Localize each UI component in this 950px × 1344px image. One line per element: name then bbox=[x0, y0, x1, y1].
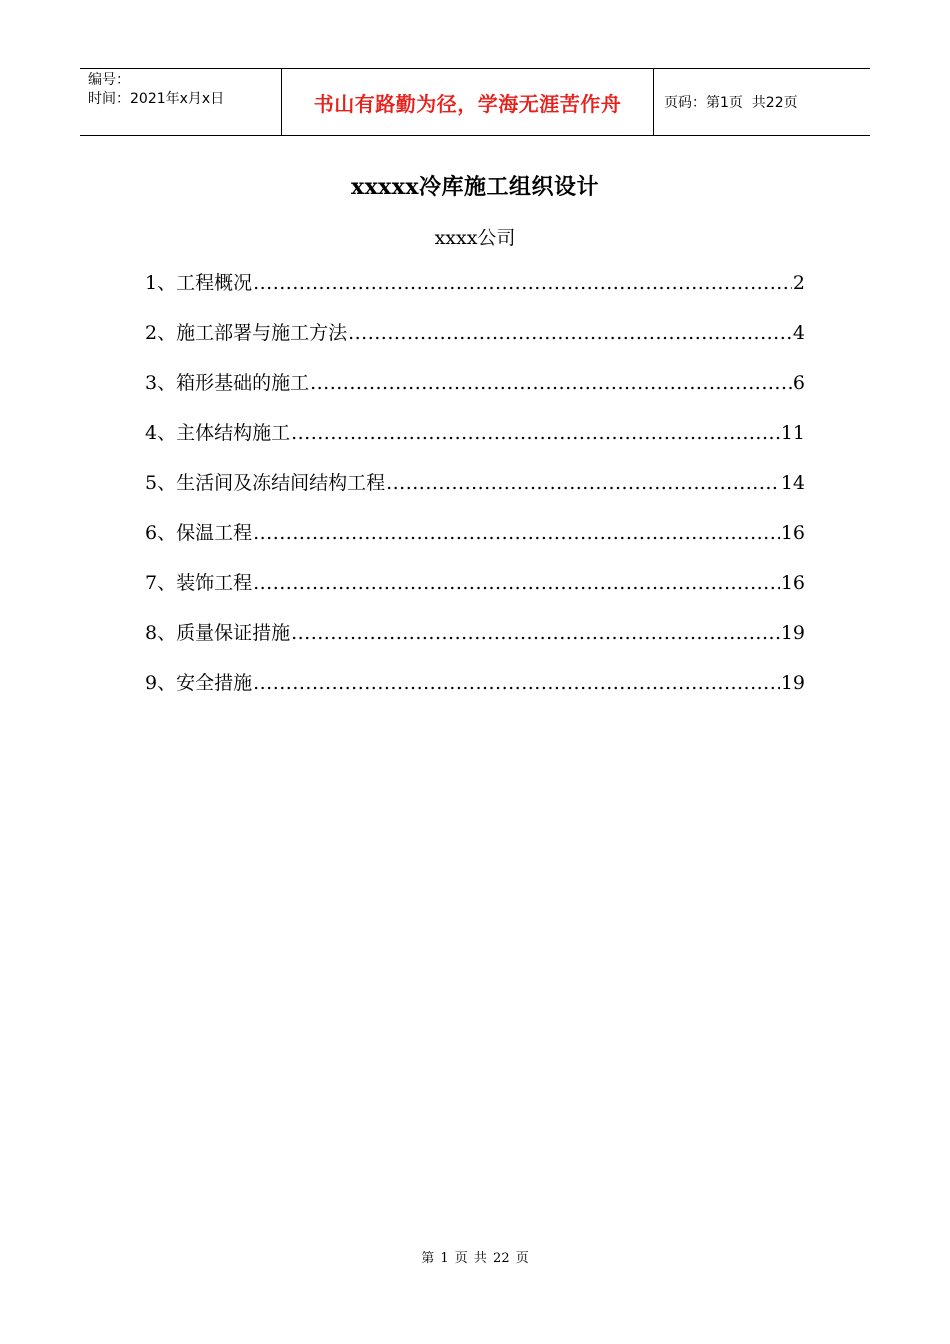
page-footer: 第 1 页 共 22 页 bbox=[421, 1251, 529, 1266]
toc-entry-page: 11 bbox=[780, 422, 805, 444]
toc-entry[interactable] bbox=[145, 570, 805, 620]
toc-entry-label: 2、施工部署与施工方法 bbox=[145, 322, 348, 344]
document-time-label: 时间：2021年x月x日 bbox=[88, 91, 225, 107]
toc-entry[interactable] bbox=[145, 370, 805, 420]
toc-entry-label: 4、主体结构施工 bbox=[145, 422, 291, 444]
page-header-table bbox=[80, 68, 870, 136]
toc-entry-page: 4 bbox=[792, 322, 805, 344]
toc-entry-label: 9、安全措施 bbox=[145, 672, 253, 694]
header-motto: 书山有路勤为径，学海无涯苦作舟 bbox=[313, 91, 622, 116]
toc-entry-page: 19 bbox=[780, 672, 805, 694]
document-title: xxxxx冷库施工组织设计 bbox=[350, 174, 600, 200]
toc-entry-label: 7、装饰工程 bbox=[145, 572, 253, 594]
toc-entry-page: 14 bbox=[780, 472, 805, 494]
header-motto-cell bbox=[282, 69, 654, 135]
toc-leader-dots bbox=[386, 470, 780, 496]
toc-entry[interactable] bbox=[145, 320, 805, 370]
toc-entry[interactable] bbox=[145, 620, 805, 670]
header-page-info-cell bbox=[654, 69, 870, 135]
toc-entry[interactable] bbox=[145, 470, 805, 520]
toc-entry-page: 2 bbox=[792, 272, 805, 294]
toc-entry-page: 6 bbox=[792, 372, 805, 394]
toc-entry-label: 5、生活间及冻结间结构工程 bbox=[145, 472, 386, 494]
toc-entry[interactable] bbox=[145, 520, 805, 570]
toc-leader-dots bbox=[253, 570, 780, 596]
toc-entry-label: 1、工程概况 bbox=[145, 272, 253, 294]
header-page-info: 页码：第1页 共22页 bbox=[664, 95, 798, 111]
toc-entry-label: 6、保温工程 bbox=[145, 522, 253, 544]
toc-entry[interactable] bbox=[145, 670, 805, 720]
toc-leader-dots bbox=[348, 320, 792, 346]
toc-entry[interactable] bbox=[145, 420, 805, 470]
header-meta-cell bbox=[80, 69, 282, 135]
toc-entry[interactable] bbox=[145, 270, 805, 320]
toc-entry-label: 8、质量保证措施 bbox=[145, 622, 291, 644]
toc-leader-dots bbox=[253, 270, 792, 296]
toc-leader-dots bbox=[253, 520, 780, 546]
document-subtitle: xxxx公司 bbox=[434, 227, 516, 249]
table-of-contents bbox=[145, 270, 805, 720]
toc-leader-dots bbox=[310, 370, 792, 396]
toc-entry-page: 16 bbox=[780, 522, 805, 544]
toc-leader-dots bbox=[291, 420, 780, 446]
toc-entry-label: 3、箱形基础的施工 bbox=[145, 372, 310, 394]
toc-leader-dots bbox=[291, 620, 780, 646]
toc-entry-page: 16 bbox=[780, 572, 805, 594]
toc-entry-page: 19 bbox=[780, 622, 805, 644]
document-number-label: 编号： bbox=[88, 72, 130, 88]
toc-leader-dots bbox=[253, 670, 780, 696]
